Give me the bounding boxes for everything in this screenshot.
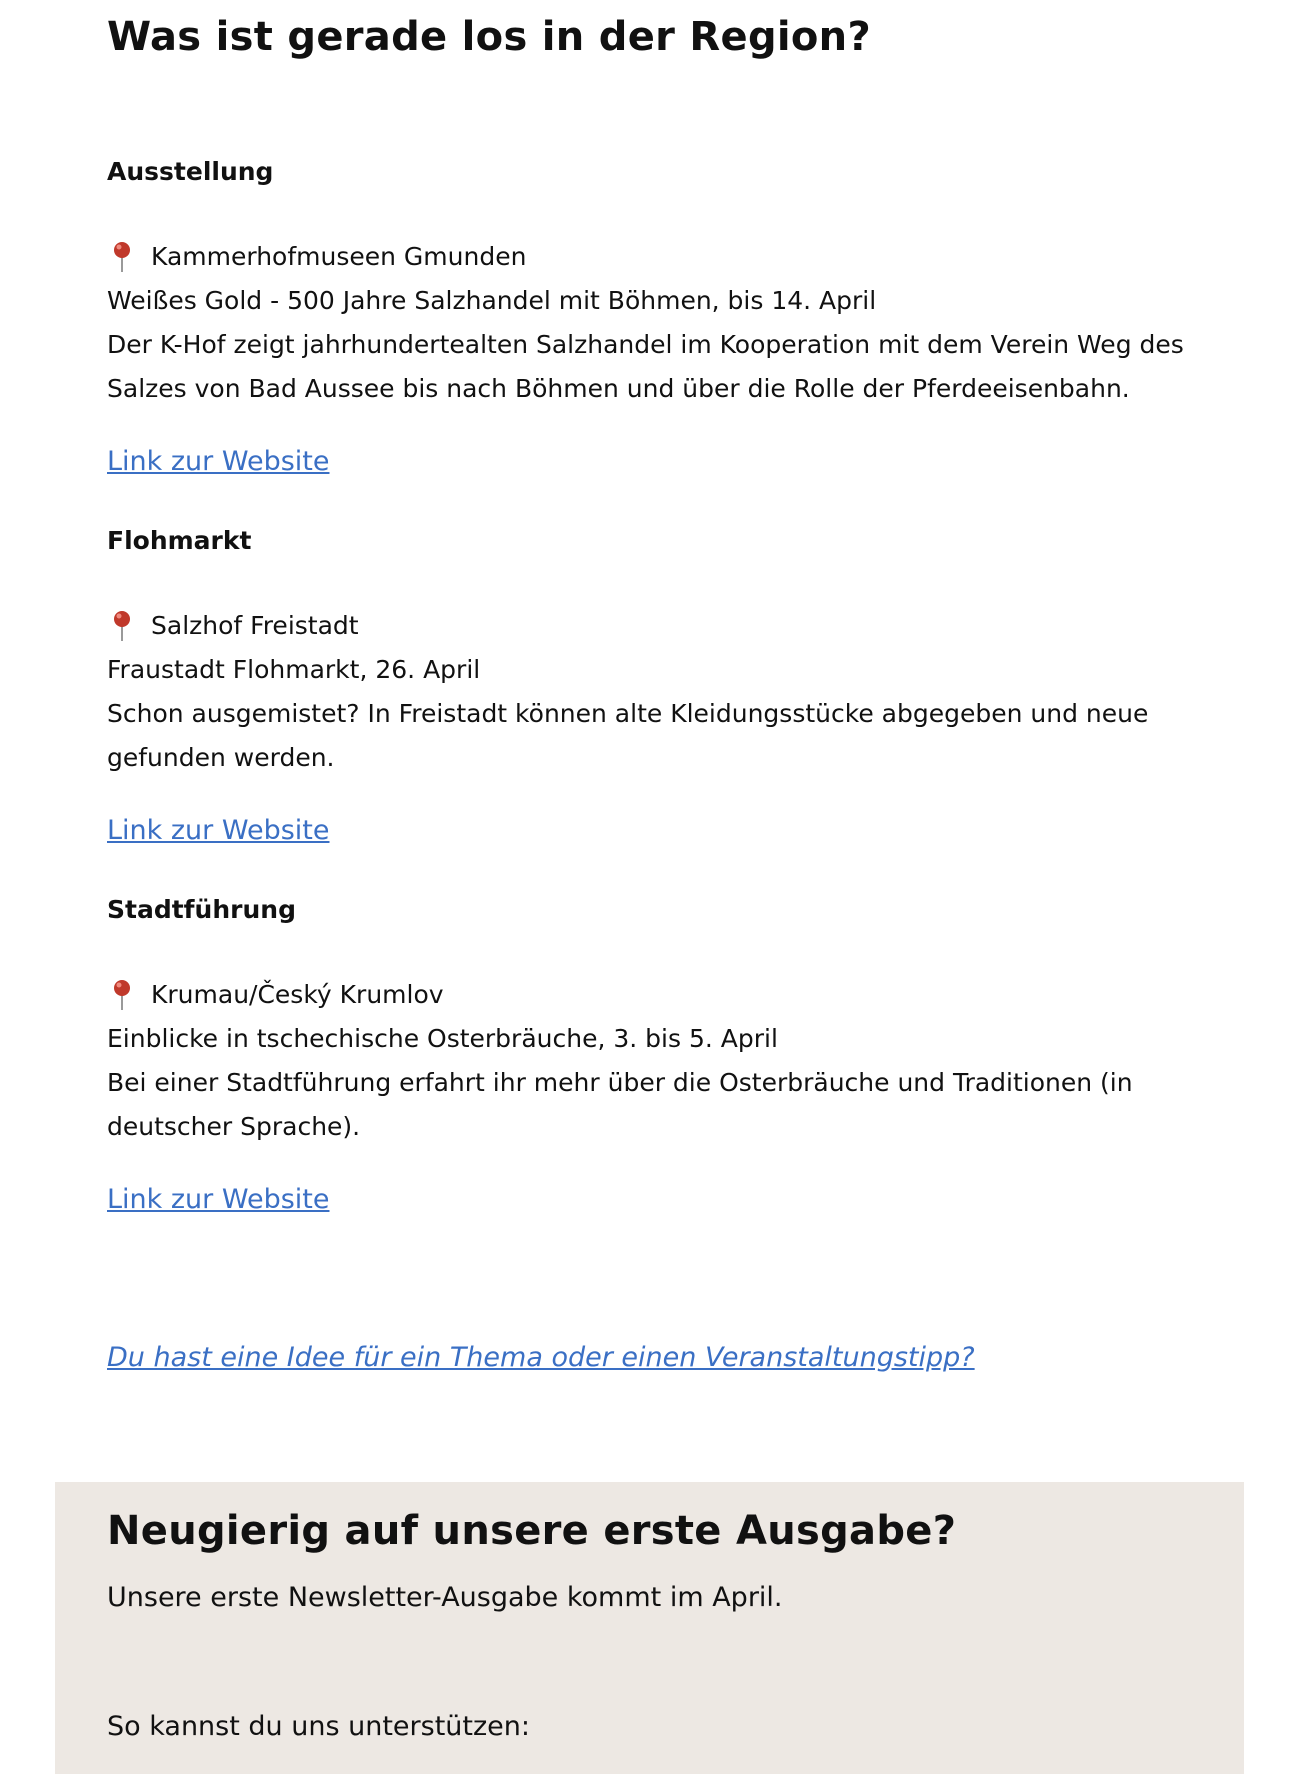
event-location xyxy=(107,235,1207,279)
promo-support-heading: So kannst du uns unterstützen: xyxy=(107,1711,530,1742)
event-location-label: Krumau/Český Krumlov xyxy=(151,980,444,1009)
map-pin-icon xyxy=(111,979,133,1011)
event-title: Einblicke in tschechische Osterbräuche, 3. bis 5. April xyxy=(107,1024,778,1053)
event-details xyxy=(107,235,1207,411)
event-ausstellung xyxy=(107,157,1207,477)
map-pin-icon xyxy=(111,241,133,273)
event-title: Fraustadt Flohmarkt, 26. April xyxy=(107,655,481,684)
event-location-label: Salzhof Freistadt xyxy=(151,611,359,640)
map-pin-icon xyxy=(111,610,133,642)
event-details xyxy=(107,973,1207,1149)
promo-text: Unsere erste Newsletter-Ausgabe kommt im April. xyxy=(107,1582,783,1613)
event-location-label: Kammerhofmuseen Gmunden xyxy=(151,242,527,271)
event-website-link[interactable]: Link zur Website xyxy=(107,815,330,846)
event-location xyxy=(107,973,1207,1017)
event-website-link[interactable]: Link zur Website xyxy=(107,446,330,477)
event-category: Stadtführung xyxy=(107,895,296,924)
event-category: Flohmarkt xyxy=(107,526,252,555)
event-flohmarkt xyxy=(107,526,1207,846)
event-category: Ausstellung xyxy=(107,157,274,186)
promo-title: Neugierig auf unsere erste Ausgabe? xyxy=(107,1508,957,1554)
event-description: Schon ausgemistet? In Freistadt können alte Kleidungsstücke abgegeben und neue gefunden werden. xyxy=(107,699,1149,772)
event-title: Weißes Gold - 500 Jahre Salzhandel mit Böhmen, bis 14. April xyxy=(107,286,877,315)
event-location xyxy=(107,604,1207,648)
suggest-topic-link[interactable]: Du hast eine Idee für ein Thema oder einen Veranstaltungstipp? xyxy=(107,1342,975,1373)
event-website-link[interactable]: Link zur Website xyxy=(107,1184,330,1215)
event-stadtfuehrung xyxy=(107,895,1207,1215)
newsletter-promo xyxy=(55,1482,1244,1774)
page-title: Was ist gerade los in der Region? xyxy=(107,14,871,60)
event-description: Bei einer Stadtführung erfahrt ihr mehr über die Osterbräuche und Traditionen (in deutscher Sprache). xyxy=(107,1068,1133,1141)
event-description: Der K-Hof zeigt jahrhundertealten Salzhandel im Kooperation mit dem Verein Weg des Salzes von Bad Aussee bis nach Böhmen und über die Rolle der Pferdeeisenbahn. xyxy=(107,330,1184,403)
event-details xyxy=(107,604,1207,780)
